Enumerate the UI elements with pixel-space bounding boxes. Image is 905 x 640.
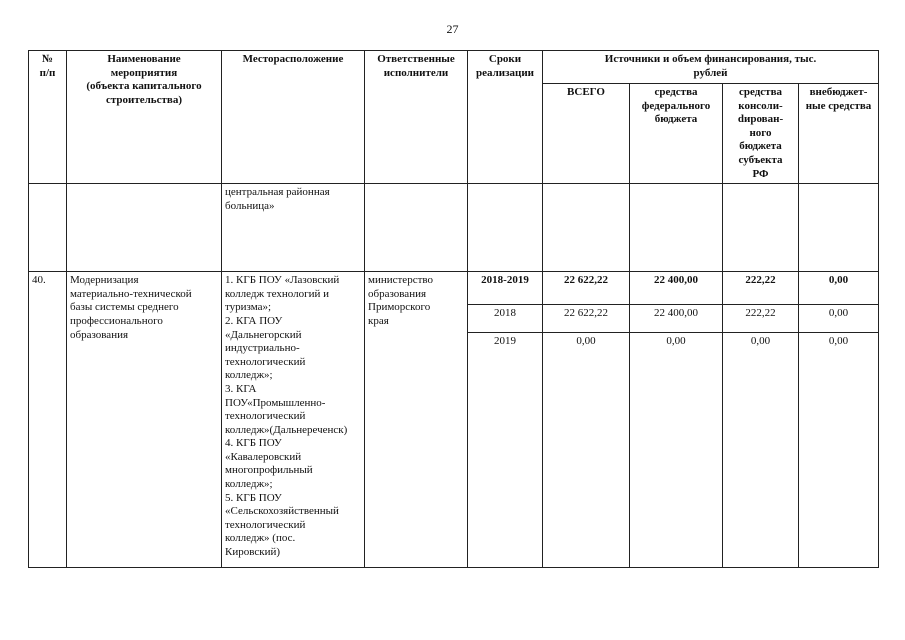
- table-row: [29, 184, 879, 272]
- row40-year: 2019: [468, 333, 543, 568]
- page-number: 27: [446, 22, 459, 36]
- row40-total: 0,00: [543, 333, 630, 568]
- cont-total: [543, 184, 630, 272]
- row40-extrabudget: 0,00: [799, 305, 879, 333]
- cont-num: [29, 184, 67, 272]
- row40-name: Модернизация материально-технической базы системы среднего профессионального образования: [67, 272, 222, 568]
- header-num: № п/п: [29, 51, 67, 184]
- cont-responsible: [365, 184, 468, 272]
- header-total: ВСЕГО: [543, 84, 630, 184]
- row40-consolidated: 222,22: [723, 272, 799, 305]
- header-name: Наименование мероприятия (объекта капитального строительства): [67, 51, 222, 184]
- row40-consolidated: 0,00: [723, 333, 799, 568]
- cont-period: [468, 184, 543, 272]
- cont-consolidated: [723, 184, 799, 272]
- row40-total: 22 622,22: [543, 305, 630, 333]
- row40-responsible: министерство образования Приморского края: [365, 272, 468, 568]
- cont-location: центральная районная больница»: [222, 184, 365, 272]
- row40-consolidated: 222,22: [723, 305, 799, 333]
- header-location: Месторасположение: [222, 51, 365, 184]
- cont-extrabudget: [799, 184, 879, 272]
- header-responsible: Ответственные исполнители: [365, 51, 468, 184]
- header-extrabudget: внебюджет- ные средства: [799, 84, 879, 184]
- header-consolidated: средства консоли- dирован- ного бюджета субъекта РФ: [723, 84, 799, 184]
- row40-num: 40.: [29, 272, 67, 568]
- row40-total: 22 622,22: [543, 272, 630, 305]
- header-federal: средства федерального бюджета: [630, 84, 723, 184]
- row40-extrabudget: 0,00: [799, 333, 879, 568]
- cont-federal: [630, 184, 723, 272]
- table-row: [29, 272, 879, 305]
- row40-extrabudget: 0,00: [799, 272, 879, 305]
- financing-table: [28, 50, 879, 568]
- header-funding: Источники и объем финансирования, тыс. рублей: [543, 51, 879, 84]
- row40-federal: 0,00: [630, 333, 723, 568]
- cont-name: [67, 184, 222, 272]
- row40-year: 2018: [468, 305, 543, 333]
- row40-year: 2018-2019: [468, 272, 543, 305]
- row40-federal: 22 400,00: [630, 305, 723, 333]
- row40-federal: 22 400,00: [630, 272, 723, 305]
- header-period: Сроки реализации: [468, 51, 543, 184]
- row40-location: 1. КГБ ПОУ «Лазовский колледж технологий и туризма»; 2. КГА ПОУ «Дальнегорский индустриально- технологический колледж»; 3. КГА ПОУ«Промышленно- технологический колледж»(Дальнереченск) 4. КГБ ПОУ «Кавалеровский многопрофильный колледж»; 5. КГБ ПОУ «Сельскохозяйственный технологический колледж» (пос. Кировский): [222, 272, 365, 568]
